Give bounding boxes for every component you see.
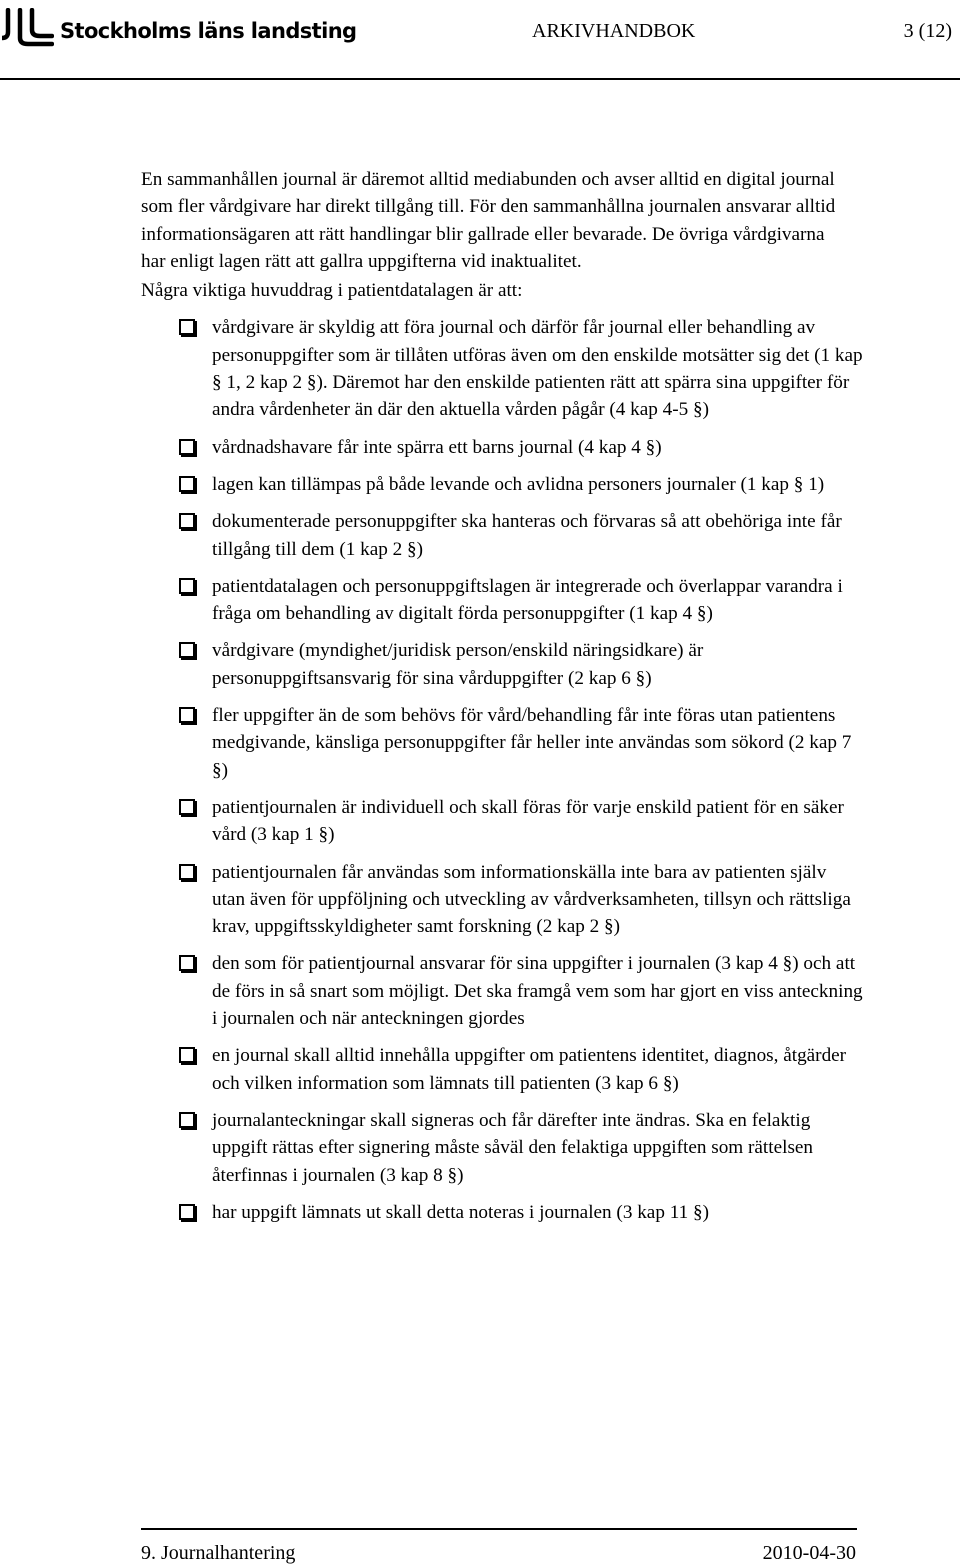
list-item	[141, 573, 863, 628]
page-content	[141, 166, 863, 1236]
page-footer	[0, 1528, 960, 1566]
list-item	[141, 1042, 863, 1097]
footer-divider	[141, 1528, 857, 1530]
list-item	[141, 1107, 863, 1189]
list-intro: Några viktiga huvuddrag i patientdatalagen är att:	[141, 280, 523, 302]
checkbox-icon	[179, 319, 195, 335]
checkbox-icon	[179, 864, 195, 880]
checkbox-icon	[179, 955, 195, 971]
list-item-text: den som för patientjournal ansvarar för sina uppgifter i journalen (3 kap 4 §) och att de förs in så snart som möjligt. Det ska framgå vem som har gjort en viss anteckning i journalen och när anteckningen gjordes	[212, 953, 863, 1030]
list-item	[141, 471, 863, 498]
list-item-text: vårdnadshavare får inte spärra ett barns journal (4 kap 4 §)	[212, 436, 662, 458]
list-item	[141, 508, 863, 563]
list-item-text: har uppgift lämnats ut skall detta noteras i journalen (3 kap 11 §)	[212, 1201, 709, 1223]
list-item-text: patientdatalagen och personuppgiftslagen är integrerade och överlappar varandra i fråga om behandling av digitalt förda personuppgifter (1 kap 4 §)	[212, 575, 843, 625]
list-item	[141, 950, 863, 1032]
list-item-text: patientjournalen får användas som informationskälla inte bara av patienten själv utan även för uppföljning och utveckling av vårdverksamheten, tillsyn och rättsliga krav, uppgiftsskyldigheter samt forskning (2 kap 2 §)	[212, 861, 851, 938]
list-item-text: patientjournalen är individuell och skall föras för varje enskild patient för en säker vård (3 kap 1 §)	[212, 796, 844, 846]
list-item	[141, 637, 863, 692]
list-item-text: dokumenterade personuppgifter ska hanteras och förvaras så att obehöriga inte får tillgång till dem (1 kap 2 §)	[212, 511, 842, 560]
page-header	[0, 0, 960, 80]
list-item-text: vårdgivare är skyldig att föra journal och därför får journal eller behandling av personuppgifter som är tillåten utföras även om den enskilde motsätter sig det (1 kap § 1, 2 kap 2 §). Däremot har den enskilde patienten rätt att spärra sina uppgifter för andra vårdenheter än där den aktuella vården pågår (4 kap 4-5 §)	[212, 317, 863, 421]
checkbox-icon	[179, 578, 195, 594]
list-item-text: en journal skall alltid innehålla uppgifter om patientens identitet, diagnos, åtgärder och vilken information som lämnats till patienten (3 kap 6 §)	[212, 1045, 847, 1094]
checkbox-icon	[179, 1112, 195, 1128]
checkbox-icon	[179, 476, 195, 492]
list-item-text: journalanteckningar skall signeras och får därefter inte ändras. Ska en felaktig uppgift rättas efter signering måste såväl den felaktiga uppgiften som rättelsen återfinnas i journalen (3 kap 8 §)	[212, 1109, 814, 1186]
page-number: 3 (12)	[903, 20, 952, 42]
list-item	[141, 1199, 863, 1226]
list-item	[141, 434, 863, 461]
organization-name: Stockholms läns landsting	[60, 19, 357, 43]
checkbox-icon	[179, 1047, 195, 1063]
checkbox-icon	[179, 1204, 195, 1220]
checkbox-icon	[179, 707, 195, 723]
list-item-text: vårdgivare (myndighet/juridisk person/enskild näringsidkare) är personuppgiftsansvarig för sina vårduppgifter (2 kap 6 §)	[212, 640, 704, 689]
document-title: ARKIVHANDBOK	[532, 20, 696, 42]
list-item	[141, 314, 863, 423]
bullet-list	[141, 314, 863, 1226]
list-item	[141, 859, 863, 941]
list-item	[141, 702, 863, 784]
header-divider	[0, 78, 960, 80]
list-item-text: lagen kan tillämpas på både levande och avlidna personers journaler (1 kap § 1)	[212, 473, 825, 495]
checkbox-icon	[179, 513, 195, 529]
checkbox-icon	[179, 439, 195, 455]
list-item	[141, 794, 863, 849]
footer-chapter: 9. Journalhantering	[141, 1542, 296, 1564]
sll-logo-icon	[2, 8, 54, 48]
list-item-text: fler uppgifter än de som behövs för vård/behandling får inte föras utan patientens medgivande, känsliga personuppgifter får heller inte användas som sökord (2 kap 7 §)	[212, 705, 852, 781]
checkbox-icon	[179, 642, 195, 658]
intro-paragraph: En sammanhållen journal är däremot alltid mediabunden och avser alltid en digital journal som fler vårdgivare har direkt tillgång till. För den sammanhållna journalen ansvarar alltid informationsägaren att rätt handlingar blir gallrade eller bevarade. De övriga vårdgivarna har enligt lagen rätt att gallra uppgifterna vid inaktualitet.	[141, 169, 836, 272]
footer-date: 2010-04-30	[762, 1542, 856, 1564]
checkbox-icon	[179, 799, 195, 815]
